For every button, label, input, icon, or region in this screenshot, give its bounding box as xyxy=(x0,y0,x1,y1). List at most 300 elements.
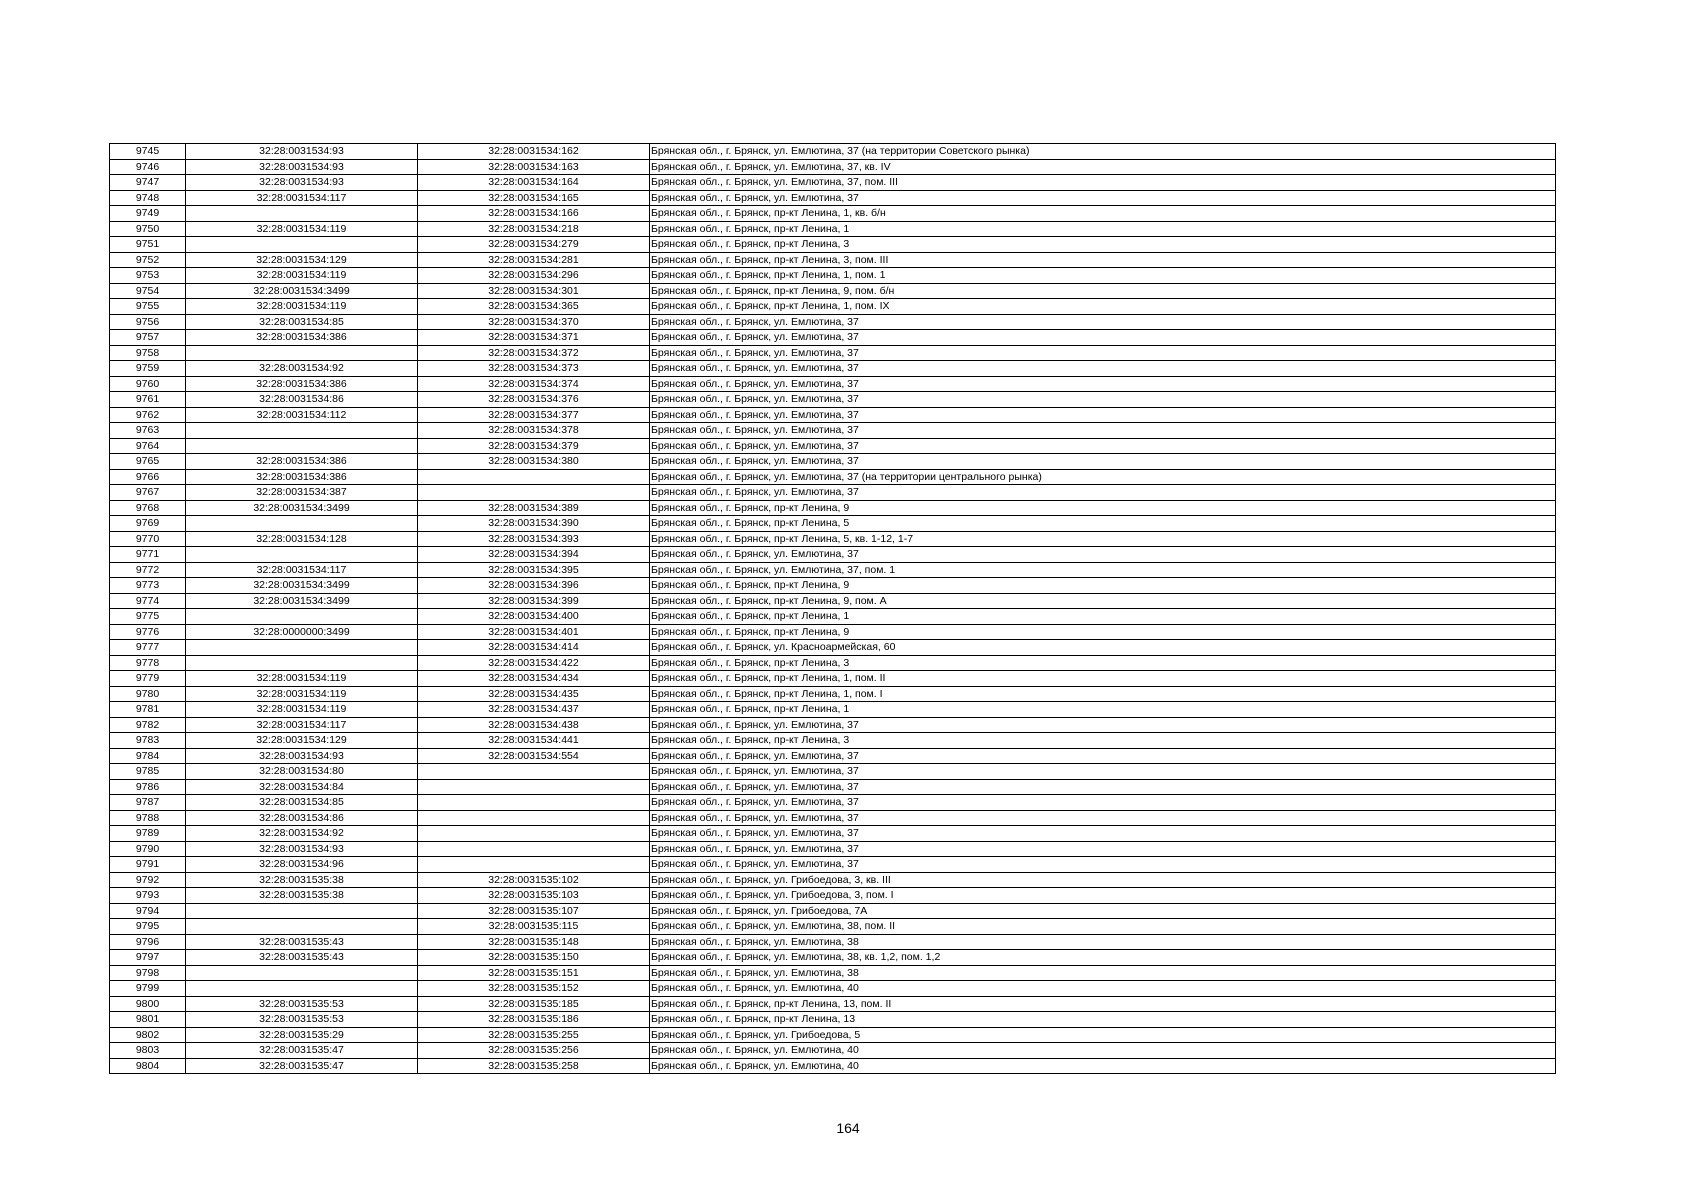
parcel-number-cell: 32:28:0031534:119 xyxy=(186,671,418,687)
row-number-cell: 9774 xyxy=(110,593,186,609)
parcel-number-cell: 32:28:0031535:47 xyxy=(186,1043,418,1059)
object-number-cell: 32:28:0031534:380 xyxy=(418,454,650,470)
row-number-cell: 9745 xyxy=(110,144,186,160)
table-row xyxy=(110,1043,1556,1059)
row-number-cell: 9773 xyxy=(110,578,186,594)
parcel-number-cell: 32:28:0031534:3499 xyxy=(186,283,418,299)
parcel-number-cell: 32:28:0031534:93 xyxy=(186,841,418,857)
parcel-number-cell: 32:28:0031534:93 xyxy=(186,175,418,191)
address-cell: Брянская обл., г. Брянск, пр-кт Ленина, 3 xyxy=(650,655,1556,671)
table-row xyxy=(110,345,1556,361)
parcel-number-cell: 32:28:0031535:43 xyxy=(186,934,418,950)
object-number-cell: 32:28:0031534:435 xyxy=(418,686,650,702)
address-cell: Брянская обл., г. Брянск, ул. Емлютина, 37 xyxy=(650,438,1556,454)
row-number-cell: 9794 xyxy=(110,903,186,919)
object-number-cell: 32:28:0031534:372 xyxy=(418,345,650,361)
address-cell: Брянская обл., г. Брянск, ул. Емлютина, 38, пом. II xyxy=(650,919,1556,935)
object-number-cell xyxy=(418,810,650,826)
table-row xyxy=(110,965,1556,981)
address-cell: Брянская обл., г. Брянск, ул. Емлютина, 38, кв. 1,2, пом. 1,2 xyxy=(650,950,1556,966)
parcel-number-cell: 32:28:0031534:129 xyxy=(186,252,418,268)
row-number-cell: 9782 xyxy=(110,717,186,733)
table-row xyxy=(110,299,1556,315)
table-row xyxy=(110,469,1556,485)
address-cell: Брянская обл., г. Брянск, пр-кт Ленина, 9 xyxy=(650,578,1556,594)
address-cell: Брянская обл., г. Брянск, пр-кт Ленина, 1 xyxy=(650,702,1556,718)
table-row xyxy=(110,159,1556,175)
object-number-cell xyxy=(418,795,650,811)
parcel-number-cell: 32:28:0031534:386 xyxy=(186,376,418,392)
row-number-cell: 9757 xyxy=(110,330,186,346)
row-number-cell: 9762 xyxy=(110,407,186,423)
row-number-cell: 9748 xyxy=(110,190,186,206)
table-row xyxy=(110,330,1556,346)
object-number-cell: 32:28:0031535:107 xyxy=(418,903,650,919)
table-row xyxy=(110,934,1556,950)
table-row xyxy=(110,516,1556,532)
parcel-number-cell: 32:28:0031535:38 xyxy=(186,888,418,904)
object-number-cell: 32:28:0031534:437 xyxy=(418,702,650,718)
object-number-cell: 32:28:0031535:152 xyxy=(418,981,650,997)
object-number-cell: 32:28:0031534:395 xyxy=(418,562,650,578)
object-number-cell: 32:28:0031534:162 xyxy=(418,144,650,160)
object-number-cell: 32:28:0031534:401 xyxy=(418,624,650,640)
address-cell: Брянская обл., г. Брянск, пр-кт Ленина, 13 xyxy=(650,1012,1556,1028)
object-number-cell: 32:28:0031534:163 xyxy=(418,159,650,175)
table-row xyxy=(110,237,1556,253)
table-row xyxy=(110,872,1556,888)
object-number-cell: 32:28:0031535:186 xyxy=(418,1012,650,1028)
object-number-cell: 32:28:0031535:258 xyxy=(418,1058,650,1074)
object-number-cell xyxy=(418,826,650,842)
row-number-cell: 9766 xyxy=(110,469,186,485)
table-row xyxy=(110,624,1556,640)
row-number-cell: 9769 xyxy=(110,516,186,532)
table-row xyxy=(110,779,1556,795)
address-cell: Брянская обл., г. Брянск, ул. Емлютина, 37 xyxy=(650,857,1556,873)
row-number-cell: 9780 xyxy=(110,686,186,702)
table-row xyxy=(110,438,1556,454)
parcel-number-cell xyxy=(186,640,418,656)
address-cell: Брянская обл., г. Брянск, пр-кт Ленина, 9, пом. б/н xyxy=(650,283,1556,299)
parcel-number-cell: 32:28:0031534:119 xyxy=(186,702,418,718)
address-cell: Брянская обл., г. Брянск, ул. Емлютина, 37 xyxy=(650,547,1556,563)
parcel-number-cell: 32:28:0031534:92 xyxy=(186,826,418,842)
object-number-cell: 32:28:0031534:365 xyxy=(418,299,650,315)
parcel-number-cell: 32:28:0031534:85 xyxy=(186,314,418,330)
row-number-cell: 9790 xyxy=(110,841,186,857)
parcel-number-cell: 32:28:0031534:96 xyxy=(186,857,418,873)
address-cell: Брянская обл., г. Брянск, ул. Емлютина, 37 xyxy=(650,810,1556,826)
address-cell: Брянская обл., г. Брянск, пр-кт Ленина, 9 xyxy=(650,500,1556,516)
address-cell: Брянская обл., г. Брянск, ул. Емлютина, 38 xyxy=(650,965,1556,981)
address-cell: Брянская обл., г. Брянск, ул. Емлютина, 40 xyxy=(650,981,1556,997)
address-cell: Брянская обл., г. Брянск, ул. Емлютина, 37 xyxy=(650,345,1556,361)
parcel-number-cell xyxy=(186,903,418,919)
parcel-number-cell: 32:28:0031534:92 xyxy=(186,361,418,377)
parcel-number-cell: 32:28:0031534:119 xyxy=(186,686,418,702)
row-number-cell: 9752 xyxy=(110,252,186,268)
object-number-cell xyxy=(418,485,650,501)
object-number-cell: 32:28:0031534:434 xyxy=(418,671,650,687)
row-number-cell: 9783 xyxy=(110,733,186,749)
object-number-cell: 32:28:0031534:376 xyxy=(418,392,650,408)
object-number-cell: 32:28:0031534:378 xyxy=(418,423,650,439)
table-row xyxy=(110,748,1556,764)
table-row xyxy=(110,361,1556,377)
row-number-cell: 9767 xyxy=(110,485,186,501)
document-table-container xyxy=(109,143,1556,1074)
address-cell: Брянская обл., г. Брянск, пр-кт Ленина, 1 xyxy=(650,221,1556,237)
parcel-number-cell xyxy=(186,981,418,997)
parcel-number-cell xyxy=(186,919,418,935)
object-number-cell: 32:28:0031535:115 xyxy=(418,919,650,935)
object-number-cell: 32:28:0031535:185 xyxy=(418,996,650,1012)
parcel-number-cell: 32:28:0031534:117 xyxy=(186,562,418,578)
parcel-number-cell: 32:28:0031534:112 xyxy=(186,407,418,423)
row-number-cell: 9795 xyxy=(110,919,186,935)
object-number-cell: 32:28:0031534:218 xyxy=(418,221,650,237)
address-cell: Брянская обл., г. Брянск, ул. Емлютина, 37 xyxy=(650,190,1556,206)
parcel-number-cell: 32:28:0031534:386 xyxy=(186,454,418,470)
address-cell: Брянская обл., г. Брянск, ул. Емлютина, 37 xyxy=(650,485,1556,501)
row-number-cell: 9763 xyxy=(110,423,186,439)
object-number-cell: 32:28:0031534:390 xyxy=(418,516,650,532)
object-number-cell: 32:28:0031534:371 xyxy=(418,330,650,346)
table-row xyxy=(110,888,1556,904)
row-number-cell: 9779 xyxy=(110,671,186,687)
parcel-number-cell: 32:28:0031534:117 xyxy=(186,190,418,206)
table-row xyxy=(110,190,1556,206)
table-row xyxy=(110,764,1556,780)
parcel-number-cell xyxy=(186,655,418,671)
address-cell: Брянская обл., г. Брянск, ул. Емлютина, 37 xyxy=(650,361,1556,377)
address-cell: Брянская обл., г. Брянск, ул. Емлютина, 37 xyxy=(650,376,1556,392)
object-number-cell: 32:28:0031534:414 xyxy=(418,640,650,656)
parcel-number-cell xyxy=(186,438,418,454)
object-number-cell: 32:28:0031534:279 xyxy=(418,237,650,253)
row-number-cell: 9746 xyxy=(110,159,186,175)
cadastral-table xyxy=(109,143,1556,1074)
object-number-cell: 32:28:0031534:379 xyxy=(418,438,650,454)
object-number-cell: 32:28:0031534:394 xyxy=(418,547,650,563)
table-row xyxy=(110,392,1556,408)
row-number-cell: 9751 xyxy=(110,237,186,253)
row-number-cell: 9778 xyxy=(110,655,186,671)
row-number-cell: 9804 xyxy=(110,1058,186,1074)
address-cell: Брянская обл., г. Брянск, ул. Грибоедова, 5 xyxy=(650,1027,1556,1043)
row-number-cell: 9793 xyxy=(110,888,186,904)
table-row xyxy=(110,826,1556,842)
address-cell: Брянская обл., г. Брянск, ул. Емлютина, 37 xyxy=(650,407,1556,423)
object-number-cell xyxy=(418,841,650,857)
object-number-cell: 32:28:0031534:438 xyxy=(418,717,650,733)
object-number-cell: 32:28:0031534:301 xyxy=(418,283,650,299)
object-number-cell: 32:28:0031534:377 xyxy=(418,407,650,423)
table-row xyxy=(110,609,1556,625)
table-row xyxy=(110,1027,1556,1043)
parcel-number-cell: 32:28:0031534:3499 xyxy=(186,500,418,516)
parcel-number-cell: 32:28:0031534:84 xyxy=(186,779,418,795)
parcel-number-cell: 32:28:0031534:93 xyxy=(186,748,418,764)
address-cell: Брянская обл., г. Брянск, ул. Емлютина, 40 xyxy=(650,1058,1556,1074)
address-cell: Брянская обл., г. Брянск, пр-кт Ленина, 5, кв. 1-12, 1-7 xyxy=(650,531,1556,547)
address-cell: Брянская обл., г. Брянск, ул. Грибоедова, 3, пом. I xyxy=(650,888,1556,904)
table-row xyxy=(110,795,1556,811)
address-cell: Брянская обл., г. Брянск, ул. Емлютина, 37, пом. III xyxy=(650,175,1556,191)
parcel-number-cell: 32:28:0031535:53 xyxy=(186,996,418,1012)
row-number-cell: 9800 xyxy=(110,996,186,1012)
row-number-cell: 9758 xyxy=(110,345,186,361)
address-cell: Брянская обл., г. Брянск, ул. Емлютина, 37 xyxy=(650,779,1556,795)
object-number-cell: 32:28:0031534:296 xyxy=(418,268,650,284)
row-number-cell: 9761 xyxy=(110,392,186,408)
object-number-cell: 32:28:0031534:281 xyxy=(418,252,650,268)
address-cell: Брянская обл., г. Брянск, ул. Емлютина, 37 xyxy=(650,764,1556,780)
object-number-cell: 32:28:0031534:166 xyxy=(418,206,650,222)
address-cell: Брянская обл., г. Брянск, ул. Емлютина, 37 xyxy=(650,717,1556,733)
address-cell: Брянская обл., г. Брянск, ул. Емлютина, 37 xyxy=(650,826,1556,842)
table-row xyxy=(110,686,1556,702)
table-row xyxy=(110,1058,1556,1074)
object-number-cell: 32:28:0031535:148 xyxy=(418,934,650,950)
table-row xyxy=(110,593,1556,609)
row-number-cell: 9784 xyxy=(110,748,186,764)
address-cell: Брянская обл., г. Брянск, ул. Грибоедова, 7А xyxy=(650,903,1556,919)
table-row xyxy=(110,314,1556,330)
parcel-number-cell: 32:28:0031534:85 xyxy=(186,795,418,811)
object-number-cell xyxy=(418,469,650,485)
parcel-number-cell: 32:28:0031534:129 xyxy=(186,733,418,749)
row-number-cell: 9772 xyxy=(110,562,186,578)
address-cell: Брянская обл., г. Брянск, пр-кт Ленина, 9, пом. А xyxy=(650,593,1556,609)
row-number-cell: 9789 xyxy=(110,826,186,842)
table-row xyxy=(110,175,1556,191)
table-row xyxy=(110,702,1556,718)
row-number-cell: 9788 xyxy=(110,810,186,826)
object-number-cell: 32:28:0031535:103 xyxy=(418,888,650,904)
table-row xyxy=(110,841,1556,857)
address-cell: Брянская обл., г. Брянск, пр-кт Ленина, 5 xyxy=(650,516,1556,532)
address-cell: Брянская обл., г. Брянск, ул. Емлютина, 37 (на территории Советского рынка) xyxy=(650,144,1556,160)
address-cell: Брянская обл., г. Брянск, пр-кт Ленина, 1, пом. IX xyxy=(650,299,1556,315)
table-row xyxy=(110,252,1556,268)
row-number-cell: 9753 xyxy=(110,268,186,284)
parcel-number-cell: 32:28:0031534:128 xyxy=(186,531,418,547)
address-cell: Брянская обл., г. Брянск, ул. Грибоедова, 3, кв. III xyxy=(650,872,1556,888)
row-number-cell: 9764 xyxy=(110,438,186,454)
table-row xyxy=(110,206,1556,222)
address-cell: Брянская обл., г. Брянск, ул. Емлютина, 37 xyxy=(650,423,1556,439)
row-number-cell: 9796 xyxy=(110,934,186,950)
parcel-number-cell xyxy=(186,237,418,253)
address-cell: Брянская обл., г. Брянск, ул. Емлютина, 37 xyxy=(650,314,1556,330)
row-number-cell: 9756 xyxy=(110,314,186,330)
parcel-number-cell: 32:28:0031535:43 xyxy=(186,950,418,966)
row-number-cell: 9765 xyxy=(110,454,186,470)
table-row xyxy=(110,547,1556,563)
row-number-cell: 9781 xyxy=(110,702,186,718)
address-cell: Брянская обл., г. Брянск, пр-кт Ленина, 1 xyxy=(650,609,1556,625)
table-row xyxy=(110,578,1556,594)
table-row xyxy=(110,407,1556,423)
table-row xyxy=(110,562,1556,578)
parcel-number-cell xyxy=(186,609,418,625)
table-row xyxy=(110,531,1556,547)
object-number-cell: 32:28:0031534:165 xyxy=(418,190,650,206)
parcel-number-cell xyxy=(186,345,418,361)
object-number-cell xyxy=(418,857,650,873)
parcel-number-cell: 32:28:0031534:3499 xyxy=(186,593,418,609)
row-number-cell: 9803 xyxy=(110,1043,186,1059)
parcel-number-cell: 32:28:0031534:119 xyxy=(186,221,418,237)
table-row xyxy=(110,454,1556,470)
row-number-cell: 9797 xyxy=(110,950,186,966)
object-number-cell xyxy=(418,779,650,795)
parcel-number-cell: 32:28:0031535:38 xyxy=(186,872,418,888)
object-number-cell: 32:28:0031534:422 xyxy=(418,655,650,671)
row-number-cell: 9799 xyxy=(110,981,186,997)
table-row xyxy=(110,221,1556,237)
object-number-cell: 32:28:0031534:400 xyxy=(418,609,650,625)
address-cell: Брянская обл., г. Брянск, пр-кт Ленина, 3, пом. III xyxy=(650,252,1556,268)
table-row xyxy=(110,283,1556,299)
row-number-cell: 9777 xyxy=(110,640,186,656)
object-number-cell: 32:28:0031535:150 xyxy=(418,950,650,966)
row-number-cell: 9785 xyxy=(110,764,186,780)
row-number-cell: 9787 xyxy=(110,795,186,811)
table-row xyxy=(110,640,1556,656)
row-number-cell: 9768 xyxy=(110,500,186,516)
row-number-cell: 9770 xyxy=(110,531,186,547)
table-row xyxy=(110,903,1556,919)
object-number-cell: 32:28:0031534:164 xyxy=(418,175,650,191)
address-cell: Брянская обл., г. Брянск, ул. Емлютина, 38 xyxy=(650,934,1556,950)
parcel-number-cell: 32:28:0031535:53 xyxy=(186,1012,418,1028)
address-cell: Брянская обл., г. Брянск, пр-кт Ленина, 1, кв. б/н xyxy=(650,206,1556,222)
object-number-cell: 32:28:0031534:389 xyxy=(418,500,650,516)
object-number-cell: 32:28:0031535:151 xyxy=(418,965,650,981)
address-cell: Брянская обл., г. Брянск, пр-кт Ленина, 9 xyxy=(650,624,1556,640)
table-row xyxy=(110,950,1556,966)
object-number-cell: 32:28:0031534:374 xyxy=(418,376,650,392)
row-number-cell: 9755 xyxy=(110,299,186,315)
table-row xyxy=(110,810,1556,826)
parcel-number-cell: 32:28:0031534:386 xyxy=(186,330,418,346)
parcel-number-cell xyxy=(186,965,418,981)
page-number: 164 xyxy=(836,1120,860,1136)
address-cell: Брянская обл., г. Брянск, ул. Емлютина, 37 xyxy=(650,454,1556,470)
object-number-cell: 32:28:0031534:393 xyxy=(418,531,650,547)
object-number-cell: 32:28:0031534:399 xyxy=(418,593,650,609)
parcel-number-cell: 32:28:0031534:93 xyxy=(186,144,418,160)
table-row xyxy=(110,655,1556,671)
object-number-cell: 32:28:0031534:441 xyxy=(418,733,650,749)
object-number-cell: 32:28:0031535:102 xyxy=(418,872,650,888)
row-number-cell: 9798 xyxy=(110,965,186,981)
object-number-cell: 32:28:0031534:396 xyxy=(418,578,650,594)
table-row xyxy=(110,919,1556,935)
table-row xyxy=(110,981,1556,997)
address-cell: Брянская обл., г. Брянск, ул. Емлютина, 37, пом. 1 xyxy=(650,562,1556,578)
row-number-cell: 9792 xyxy=(110,872,186,888)
row-number-cell: 9776 xyxy=(110,624,186,640)
address-cell: Брянская обл., г. Брянск, ул. Емлютина, 37 xyxy=(650,392,1556,408)
parcel-number-cell: 32:28:0031535:47 xyxy=(186,1058,418,1074)
object-number-cell: 32:28:0031534:370 xyxy=(418,314,650,330)
row-number-cell: 9754 xyxy=(110,283,186,299)
address-cell: Брянская обл., г. Брянск, ул. Емлютина, 37 (на территории центрального рынка) xyxy=(650,469,1556,485)
parcel-number-cell xyxy=(186,423,418,439)
row-number-cell: 9759 xyxy=(110,361,186,377)
address-cell: Брянская обл., г. Брянск, пр-кт Ленина, 13, пом. II xyxy=(650,996,1556,1012)
row-number-cell: 9771 xyxy=(110,547,186,563)
address-cell: Брянская обл., г. Брянск, ул. Емлютина, 37 xyxy=(650,841,1556,857)
parcel-number-cell: 32:28:0031534:3499 xyxy=(186,578,418,594)
table-row xyxy=(110,485,1556,501)
row-number-cell: 9786 xyxy=(110,779,186,795)
table-row xyxy=(110,857,1556,873)
parcel-number-cell: 32:28:0031534:86 xyxy=(186,810,418,826)
parcel-number-cell: 32:28:0031534:93 xyxy=(186,159,418,175)
parcel-number-cell: 32:28:0000000:3499 xyxy=(186,624,418,640)
object-number-cell: 32:28:0031535:255 xyxy=(418,1027,650,1043)
row-number-cell: 9747 xyxy=(110,175,186,191)
object-number-cell: 32:28:0031534:554 xyxy=(418,748,650,764)
address-cell: Брянская обл., г. Брянск, пр-кт Ленина, 3 xyxy=(650,237,1556,253)
address-cell: Брянская обл., г. Брянск, ул. Емлютина, 40 xyxy=(650,1043,1556,1059)
object-number-cell: 32:28:0031535:256 xyxy=(418,1043,650,1059)
table-row xyxy=(110,733,1556,749)
object-number-cell xyxy=(418,764,650,780)
address-cell: Брянская обл., г. Брянск, ул. Емлютина, 37 xyxy=(650,748,1556,764)
parcel-number-cell: 32:28:0031534:387 xyxy=(186,485,418,501)
parcel-number-cell xyxy=(186,206,418,222)
row-number-cell: 9749 xyxy=(110,206,186,222)
table-row xyxy=(110,423,1556,439)
parcel-number-cell: 32:28:0031534:119 xyxy=(186,299,418,315)
table-row xyxy=(110,996,1556,1012)
row-number-cell: 9775 xyxy=(110,609,186,625)
table-row xyxy=(110,144,1556,160)
table-row xyxy=(110,376,1556,392)
address-cell: Брянская обл., г. Брянск, ул. Емлютина, 37, кв. IV xyxy=(650,159,1556,175)
parcel-number-cell: 32:28:0031535:29 xyxy=(186,1027,418,1043)
parcel-number-cell: 32:28:0031534:386 xyxy=(186,469,418,485)
address-cell: Брянская обл., г. Брянск, пр-кт Ленина, 1, пом. 1 xyxy=(650,268,1556,284)
address-cell: Брянская обл., г. Брянск, ул. Емлютина, 37 xyxy=(650,330,1556,346)
row-number-cell: 9750 xyxy=(110,221,186,237)
table-body xyxy=(110,144,1556,1074)
table-row xyxy=(110,717,1556,733)
address-cell: Брянская обл., г. Брянск, пр-кт Ленина, 1, пом. I xyxy=(650,686,1556,702)
row-number-cell: 9801 xyxy=(110,1012,186,1028)
table-row xyxy=(110,1012,1556,1028)
table-row xyxy=(110,500,1556,516)
row-number-cell: 9760 xyxy=(110,376,186,392)
parcel-number-cell xyxy=(186,516,418,532)
row-number-cell: 9802 xyxy=(110,1027,186,1043)
table-row xyxy=(110,268,1556,284)
address-cell: Брянская обл., г. Брянск, пр-кт Ленина, 1, пом. II xyxy=(650,671,1556,687)
parcel-number-cell xyxy=(186,547,418,563)
parcel-number-cell: 32:28:0031534:119 xyxy=(186,268,418,284)
parcel-number-cell: 32:28:0031534:86 xyxy=(186,392,418,408)
table-row xyxy=(110,671,1556,687)
object-number-cell: 32:28:0031534:373 xyxy=(418,361,650,377)
address-cell: Брянская обл., г. Брянск, ул. Красноармейская, 60 xyxy=(650,640,1556,656)
parcel-number-cell: 32:28:0031534:117 xyxy=(186,717,418,733)
